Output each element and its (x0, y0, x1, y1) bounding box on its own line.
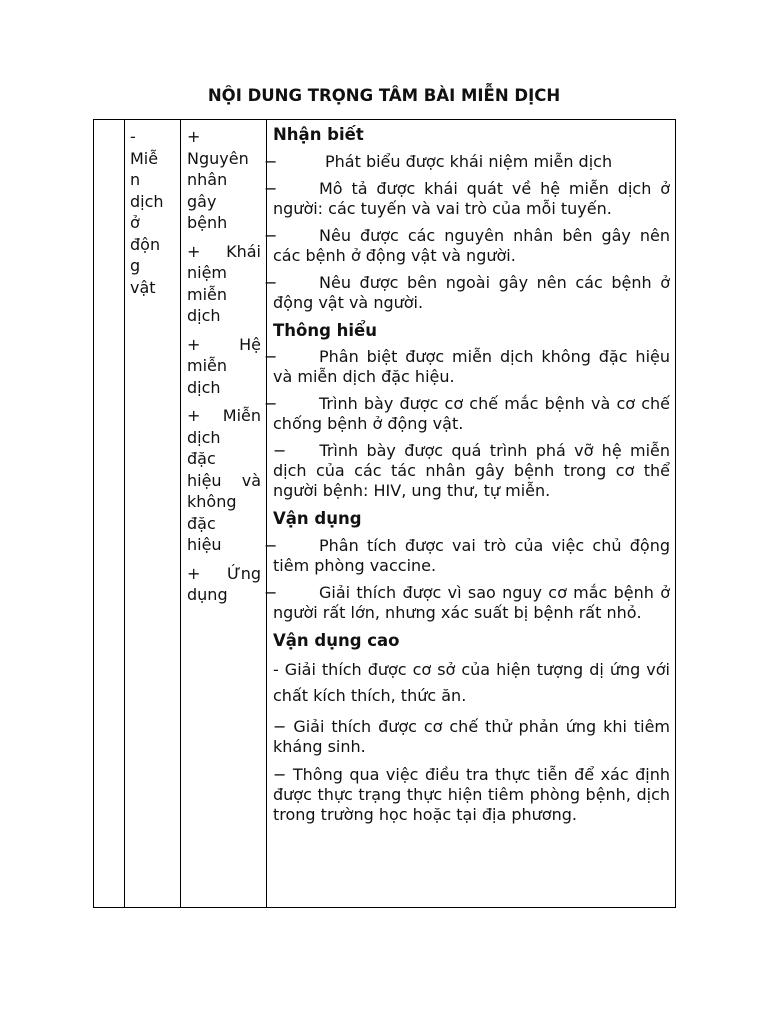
topic-column (130, 120, 178, 298)
requirement-item (273, 441, 670, 501)
subtopic-line: miễn (187, 356, 228, 375)
subtopic-column (187, 120, 261, 613)
requirement-text: Mô tả được khái quát về hệ miễn dịch ở người: các tuyến và vai trò của mỗi tuyến. (273, 178, 670, 218)
heading-understand: Thông hiểu (273, 320, 377, 340)
requirement-text: Trình bày được cơ chế mắc bệnh và cơ chế chống bệnh ở động vật. (273, 394, 670, 433)
requirement-text: Nêu được các nguyên nhân bên gây nên các bệnh ở động vật và người. (273, 225, 670, 265)
topic-line: dịch (130, 191, 164, 211)
requirement-text: Phát biểu được khái niệm miễn dịch (325, 151, 613, 171)
subtopic-line: niệm (187, 263, 228, 282)
requirements-column (264, 120, 670, 833)
requirement-item (264, 225, 670, 266)
dash-marker: − (264, 272, 278, 292)
content-table (93, 119, 676, 908)
heading-recognize: Nhận biết (273, 125, 364, 144)
subtopic-line: gây (187, 191, 217, 211)
subtopic-line: hiệu và (187, 470, 261, 490)
requirement-text: Giải thích được vì sao nguy cơ mắc bệnh ở người rất lớn, nhưng xác suất bị bệnh rất nhỏ. (273, 582, 670, 622)
dash-marker: − (264, 394, 278, 413)
advanced-item: - Giải thích được cơ sở của hiện tượng dị ứng với chất kích thích, thức ăn. (273, 660, 670, 705)
subtopic-concept (187, 241, 261, 327)
subtopic-line: dụng (187, 585, 228, 604)
subtopic-line: nhân (187, 170, 228, 189)
requirement-text: Nêu được bên ngoài gây nên các bệnh ở động vật và người. (273, 272, 670, 312)
subtopic-line: bệnh (187, 213, 228, 232)
dash-marker: − (264, 347, 278, 366)
subtopic-line: dịch (187, 427, 221, 447)
topic-line: Miễ (130, 148, 159, 168)
topic-line: ở (130, 213, 140, 232)
requirement-item (264, 178, 670, 219)
dash-marker: − (264, 535, 278, 555)
subtopic-line: đặc (187, 513, 216, 533)
subtopic-line: + Khái (187, 241, 261, 261)
requirement-item (264, 535, 670, 576)
subtopic-line: Nguyên (187, 148, 249, 168)
advanced-item: − Giải thích được cơ chế thử phản ứng khi tiêm kháng sinh. (273, 717, 670, 756)
subtopic-line: + Hệ (187, 334, 261, 354)
document-title: NỘI DUNG TRỌNG TÂM BÀI MIỄN DỊCH (207, 86, 561, 105)
dash-marker: − (264, 225, 278, 245)
dash-marker: − (264, 151, 278, 171)
topic-line: g (130, 256, 141, 275)
requirement-text: Trình bày được quá trình phá vỡ hệ miễn dịch của các tác nhân gây bệnh trong cơ thể người bệnh: HIV, ung thư, tự miễn. (273, 441, 670, 500)
requirement-item (264, 272, 670, 313)
subtopic-line: + Ứng (187, 563, 261, 583)
requirement-text: Phân biệt được miễn dịch không đặc hiệu và miễn dịch đặc hiệu. (273, 347, 670, 386)
subtopic-line: miễn (187, 284, 228, 304)
dash-marker: − (273, 441, 287, 460)
topic-line: n (130, 170, 141, 189)
column-divider (180, 120, 181, 907)
requirement-item (264, 347, 670, 387)
heading-apply: Vận dụng (273, 509, 362, 528)
column-divider (124, 120, 125, 907)
subtopic-line: + (187, 127, 201, 146)
requirement-text: Phân tích được vai trò của việc chủ động tiêm phòng vaccine. (273, 535, 670, 575)
subtopic-specific (187, 405, 261, 556)
subtopic-line: không (187, 492, 237, 511)
subtopic-line: dịch (187, 377, 221, 397)
requirement-item (264, 151, 670, 172)
dash-marker: − (264, 582, 278, 602)
subtopic-line: + Miễn (187, 406, 261, 425)
heading-apply-advanced: Vận dụng cao (273, 630, 400, 650)
subtopic-line: dịch (187, 306, 221, 325)
subtopic-line: đặc (187, 449, 216, 468)
topic-line: - (130, 127, 136, 146)
advanced-item: − Thông qua việc điều tra thực tiễn để xác định được thực trạng thực hiện tiêm phòng bệnh, dịch trong trường học hoặc tại địa phương. (273, 765, 670, 824)
subtopic-application (187, 563, 261, 606)
subtopic-cause (187, 126, 261, 234)
subtopic-system (187, 334, 261, 399)
requirement-item (264, 582, 670, 623)
topic-line: độn (130, 234, 161, 254)
dash-marker: − (264, 178, 278, 198)
requirement-item (264, 394, 670, 434)
topic-line: vật (130, 277, 156, 297)
subtopic-line: hiệu (187, 535, 222, 554)
